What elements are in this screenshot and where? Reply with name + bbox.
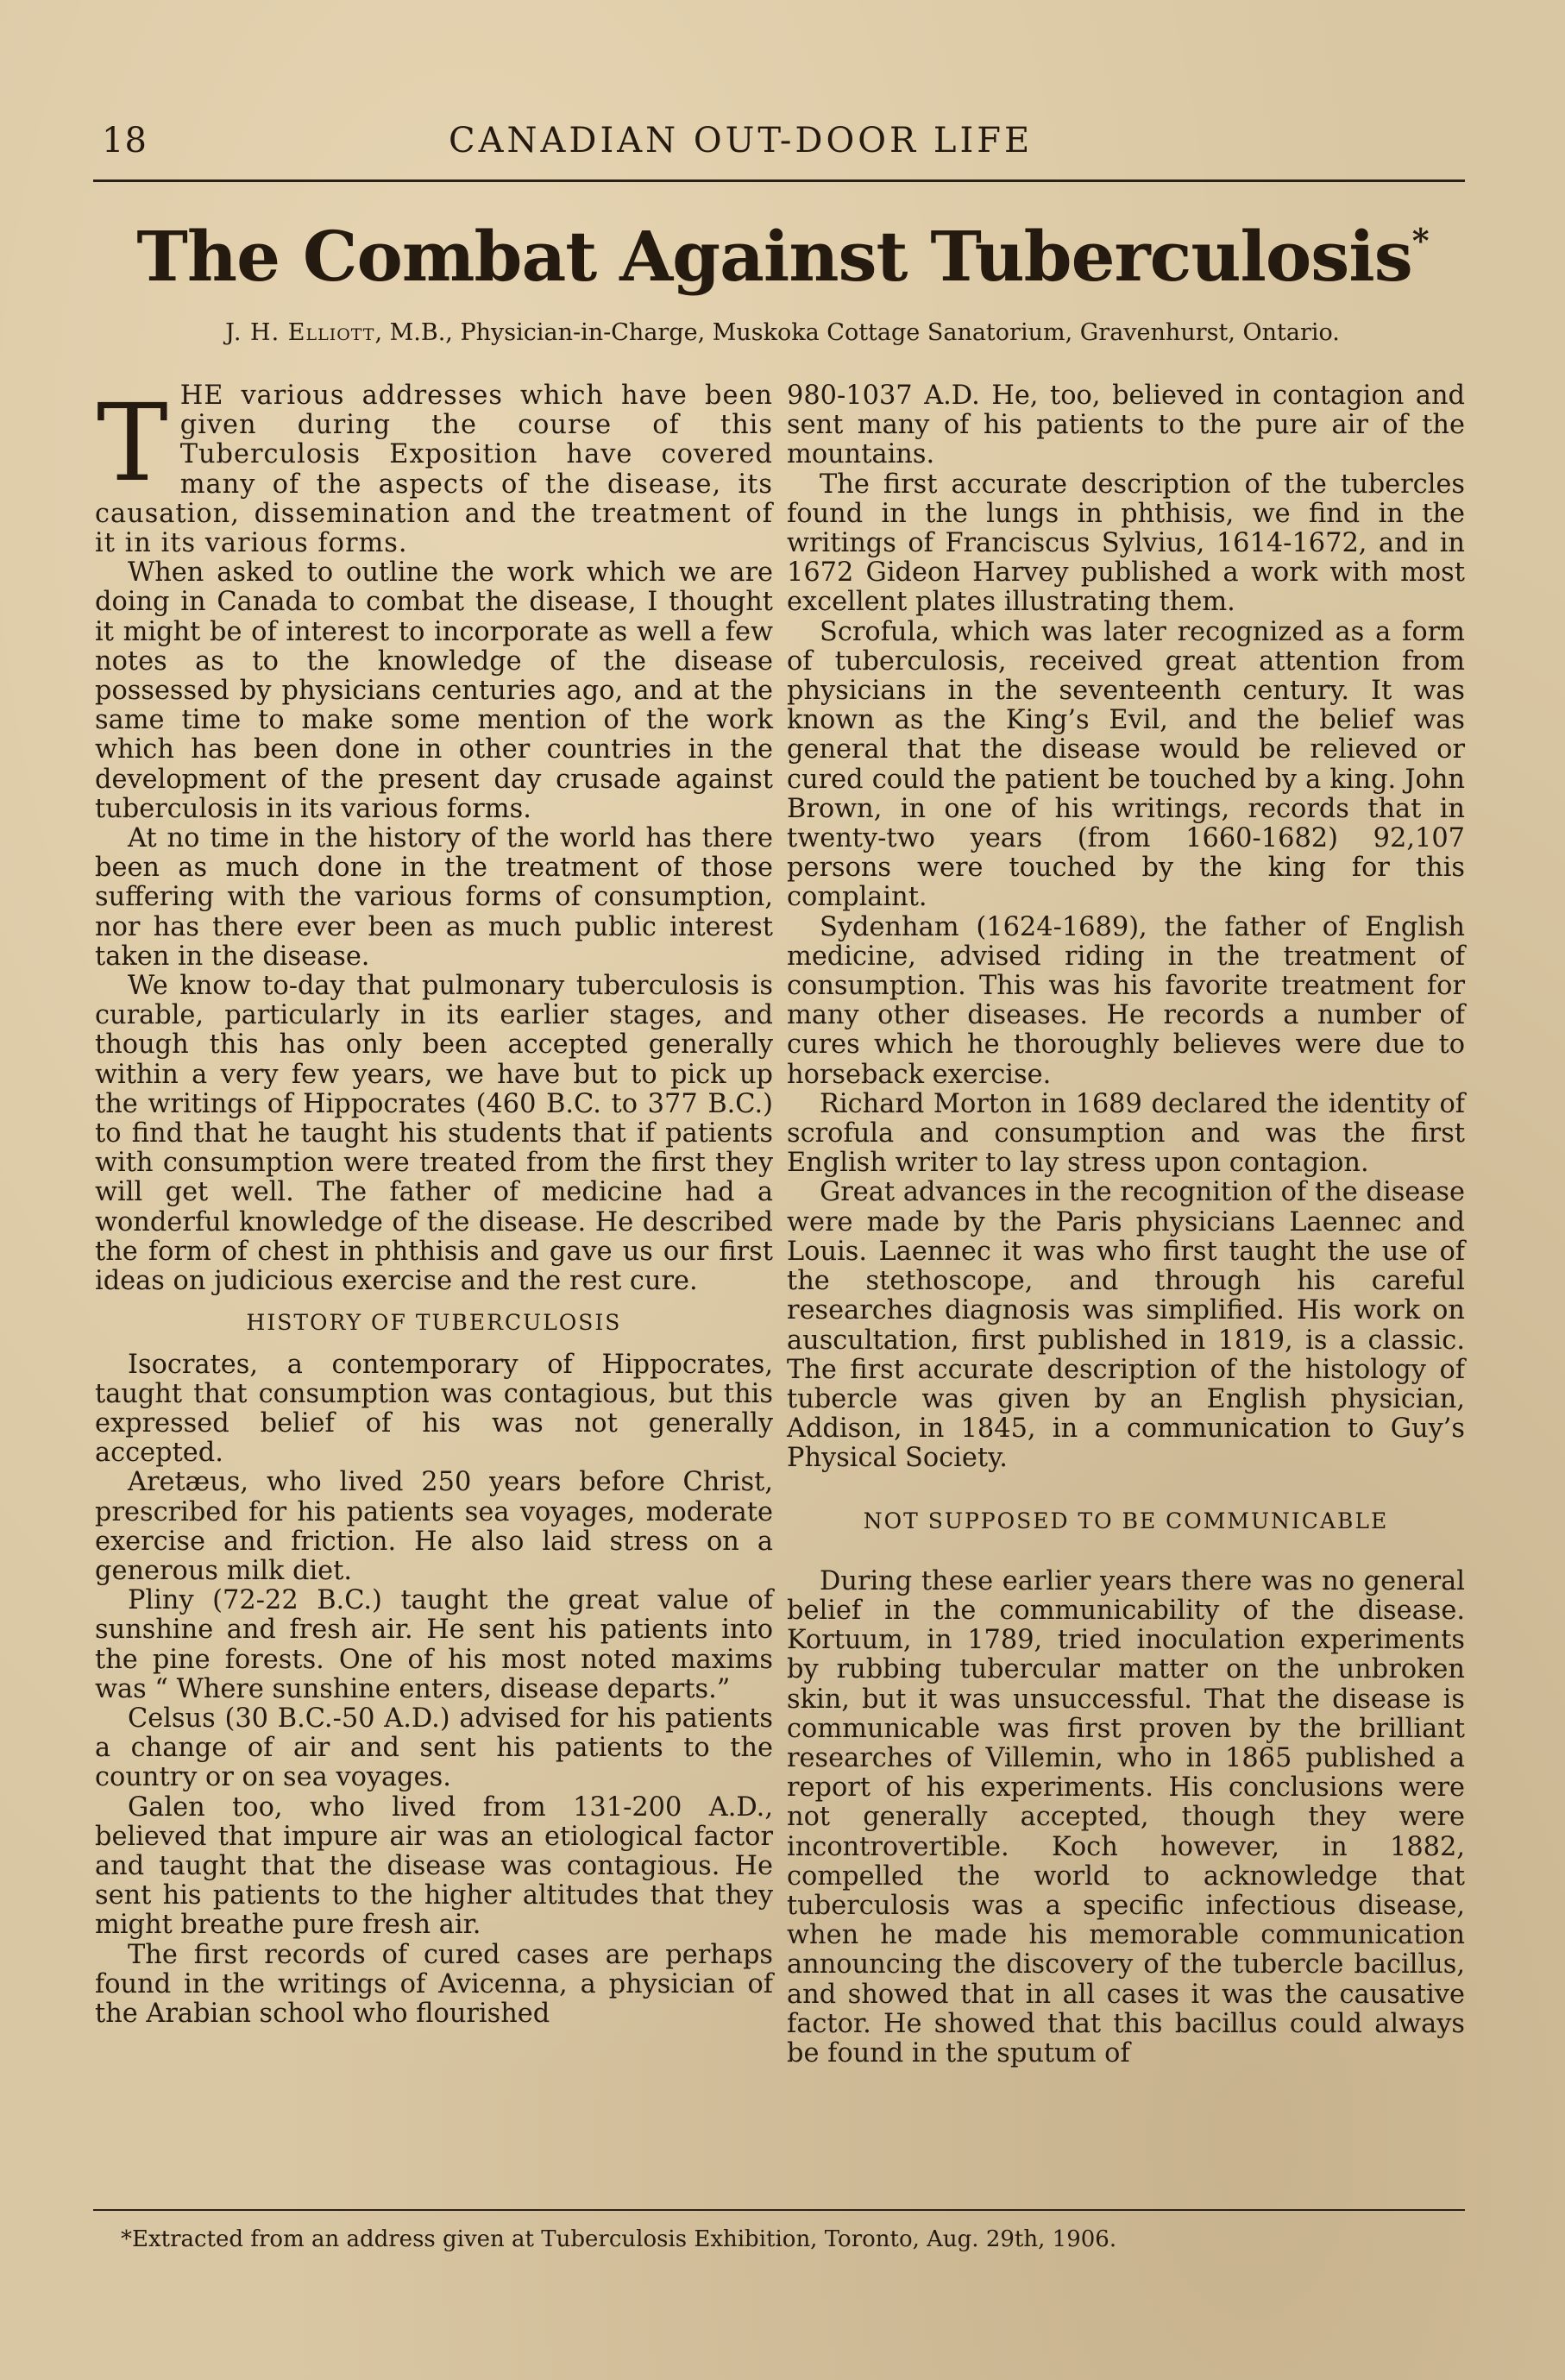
author-details: , M.B., Physician-in-Charge, Muskoka Cottage Sanatorium, Gravenhurst, Ontario. <box>374 319 1340 346</box>
header-rule <box>93 179 1465 182</box>
paragraph: The first accurate description of the tubercles found in the lungs in phthisis, we find in the writings of Franciscus Sylvius, 1614-1672, and in 1672 Gideon Harvey published a work with most excellent plates illustrating them. <box>787 469 1465 618</box>
paragraph: The first records of cured cases are perhaps found in the writings of Avicenna, a physician of the Arabian school who flourished <box>95 1939 773 2029</box>
byline <box>0 319 1565 346</box>
paragraph: We know to-day that pulmonary tuberculosis is curable, particularly in its earlier stages, and though this has only been accepted generally within a very few years, we have but to pick up the writings of Hippocrates (460 B.C. to 377 B.C.) to find that he taught his students that if patients with consumption were treated from the first they will get well. The father of medicine had a wonderful knowledge of the disease. He described the form of chest in phthisis and gave us our first ideas on judicious exercise and the rest cure. <box>95 971 773 1297</box>
author-name: J. H. Elliott <box>225 319 375 346</box>
footnote-rule <box>93 2209 1465 2211</box>
paragraph: 980-1037 A.D. He, too, believed in contagion and sent many of his patients to the pure air of the mountains. <box>787 381 1465 470</box>
article-title-text: The Combat Against Tuberculosis <box>136 216 1412 297</box>
article-title <box>0 216 1565 297</box>
paragraph: Aretæus, who lived 250 years before Christ, prescribed for his patients sea voyages, moderate exercise and friction. He also laid stress on a generous milk diet. <box>95 1467 773 1586</box>
footnote: *Extracted from an address given at Tuberculosis Exhibition, Toronto, Aug. 29th, 1906. <box>121 2226 1117 2252</box>
section-heading: NOT SUPPOSED TO BE COMMUNICABLE <box>863 1508 1389 1533</box>
paragraph: At no time in the history of the world has there been as much done in the treatment of those suffering with the various forms of consumption, nor has there ever been as much public interest taken in the disease. <box>95 823 773 972</box>
paragraph: Pliny (72-22 B.C.) taught the great value of sunshine and fresh air. He sent his patients into the pine forests. One of his most noted maxims was “ Where sunshine enters, disease departs.” <box>95 1585 773 1704</box>
section-heading: HISTORY OF TUBERCULOSIS <box>246 1310 622 1336</box>
paragraph: Isocrates, a contemporary of Hippocrates, taught that consumption was contagious, but this expressed belief of his was not generally accepted. <box>95 1349 773 1469</box>
left-column <box>95 381 773 2029</box>
page-number: 18 <box>102 121 148 161</box>
right-column <box>787 381 1465 2068</box>
paragraph-text: HE various addresses which have been given during the course of this Tuberculosis Exposition have covered many of the aspects of the disease, its causation, dissemination and the treatment of it in its various forms. <box>95 381 773 559</box>
running-title: CANADIAN OUT-DOOR LIFE <box>449 121 1034 161</box>
paragraph: Galen too, who lived from 131-200 A.D., believed that impure air was an etiological factor and taught that the disease was contagious. He sent his patients to the higher altitudes that they might breathe pure fresh air. <box>95 1791 773 1941</box>
drop-cap: T <box>97 381 168 506</box>
paragraph: Great advances in the recognition of the disease were made by the Paris physicians Laennec and Louis. Laennec it was who first taught the use of the stethoscope, and through his careful researches diagnosis was simplified. His work on auscultation, first published in 1819, is a classic. The first accurate description of the histology of tubercle was given by an English physician, Addison, in 1845, in a communication to Guy’s Physical Society. <box>787 1177 1465 1474</box>
paragraph: When asked to outline the work which we are doing in Canada to combat the disease, I thought it might be of interest to incorporate as well a few notes as to the knowledge of the disease possessed by physicians centuries ago, and at the same time to make some mention of the work which has been done in other countries in the development of the present day crusade against tuberculosis in its various forms. <box>95 557 773 824</box>
footnote-marker: * <box>1411 221 1429 260</box>
paragraph: Celsus (30 B.C.-50 A.D.) advised for his patients a change of air and sent his patients to the country or on sea voyages. <box>95 1703 773 1793</box>
paragraph: During these earlier years there was no general belief in the communicability of the disease. Kortuum, in 1789, tried inoculation experiments by rubbing tubercular matter on the unbroken skin, but it was unsuccessful. That the disease is communicable was first proven by the brilliant researches of Villemin, who in 1865 published a report of his experiments. His conclusions were not generally accepted, though they were incontrovertible. Koch however, in 1882, compelled the world to acknowledge that tuberculosis was a specific infectious disease, when he made his memorable communication announcing the discovery of the tubercle bacillus, and showed that in all cases it was the causative factor. He showed that this bacillus could always be found in the sputum of <box>787 1565 1465 2068</box>
paragraph: Sydenham (1624-1689), the father of English medicine, advised riding in the treatment of consumption. This was his favorite treatment for many other diseases. He records a number of cures which he thoroughly believes were due to horseback exercise. <box>787 911 1465 1090</box>
paragraph: Richard Morton in 1689 declared the identity of scrofula and consumption and was the first English writer to lay stress upon contagion. <box>787 1088 1465 1179</box>
paragraph: Scrofula, which was later recognized as a form of tuberculosis, received great attention from physicians in the seventeenth century. It was known as the King’s Evil, and the belief was general that the disease would be relieved or cured could the patient be touched by a king. John Brown, in one of his writings, records that in twenty-two years (from 1660-1682) 92,107 persons were touched by the king for this complaint. <box>787 616 1465 913</box>
paragraph <box>95 381 773 558</box>
